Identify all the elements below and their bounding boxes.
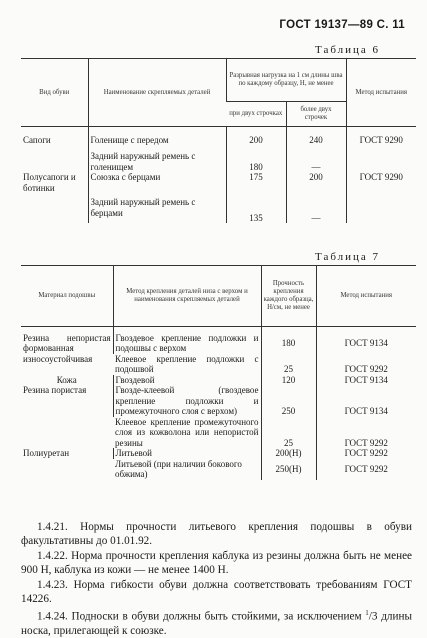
t7-cell: Полиуретан <box>23 448 70 458</box>
paragraph-1-4-23: 1.4.23. Норма гибкости обуви должна соответствовать требованиям ГОСТ 14226. <box>21 579 412 605</box>
t7-cell: Литьевой (при наличии бокового обжима) <box>115 458 242 479</box>
t7-cell: ГОСТ 9292 <box>316 448 416 459</box>
t7-cell: 120 <box>261 375 316 386</box>
paragraph-1-4-24 <box>21 606 412 638</box>
t7-cell: Резина пористая <box>23 385 87 395</box>
t7-cell: Клеевое крепление промежуточного слоя из кожволона или непористой резины <box>115 416 259 448</box>
t6-cell: ГОСТ 9290 <box>346 135 416 146</box>
t7-cell: 180 <box>261 333 316 354</box>
t7-cell: Гвоздe-клеевой (гвоздевое крепление подложки и промежуточного слоя с верхом) <box>113 385 261 417</box>
t6-cell: 135 <box>226 193 286 223</box>
t7-cell: Кожа <box>56 374 77 385</box>
t7-col-material: Материал подошвы <box>21 266 113 327</box>
t6-cell: Союзка с берцами <box>88 172 226 193</box>
t7-cell: 25 <box>261 354 316 375</box>
t7-cell: 250(Н) <box>261 459 316 480</box>
t6-col-more: более двух строчек <box>286 102 346 127</box>
paragraph-1-4-22: 1.4.22. Норма прочности крепления каблука из резины должна быть не менее 900 Н, каблука из кожи — не менее 1400 Н. <box>21 550 412 576</box>
t6-cell: Голенище с передом <box>88 135 226 146</box>
t7-cell: Гвоздевой <box>113 375 261 386</box>
t7-col-strength: Прочность крепления каждого образца, Н/см, не менее <box>261 266 316 327</box>
t6-col-parts: Наименование скрепляемых деталей <box>88 59 226 127</box>
table-6 <box>21 58 416 223</box>
t6-cell: 200 <box>286 172 346 193</box>
table-row <box>21 193 416 223</box>
table-row <box>21 333 416 354</box>
table-row <box>21 172 416 193</box>
t6-col-load: Разрывная нагрузка на 1 см длины шва по каждому образцу, Н, не менее <box>226 59 346 102</box>
t6-cell: 175 <box>226 172 286 193</box>
t6-col-shoe: Вид обуви <box>21 59 88 127</box>
t7-cell: ГОСТ 9134 <box>316 375 416 386</box>
t6-col-method: Метод испытания <box>346 59 416 127</box>
p4-text-end: /3 длины носка, прилегающей к союзке. <box>21 610 412 637</box>
t7-cell: 25 <box>261 417 316 449</box>
table-7 <box>21 265 416 480</box>
t6-cell: 240 <box>286 135 346 146</box>
paragraph-1-4-21: 1.4.21. Нормы прочности литьевого крепления подошвы в обуви факультативны до 01.01.92. <box>21 521 412 547</box>
t7-cell: 250 <box>261 385 316 417</box>
t6-cell: Задний наружный ремень с берцами <box>88 193 226 223</box>
t7-col-method: Метод крепления деталей низа с верхом и наименования скрепляемых деталей <box>113 266 261 327</box>
t6-col-two: при двух строчках <box>226 102 286 127</box>
t7-cell: Литьевой <box>113 448 261 459</box>
t7-cell: ГОСТ 9134 <box>316 333 416 354</box>
table-row <box>21 145 416 172</box>
table-row <box>21 375 416 386</box>
t6-cell: 180 <box>226 145 286 172</box>
t7-cell: 200(Н) <box>261 448 316 459</box>
t7-cell: Клеевое крепление подложки с подошвой <box>115 353 259 374</box>
t6-cell: — <box>286 193 346 223</box>
table-7-caption: Таблица 7 <box>315 251 381 263</box>
t7-col-test: Метод испытания <box>316 266 416 327</box>
t7-cell: ГОСТ 9134 <box>316 385 416 417</box>
t6-cell: — <box>286 145 346 172</box>
t7-cell: ГОСТ 9292 <box>316 417 416 449</box>
page-header: ГОСТ 19137—89 С. 11 <box>279 19 405 31</box>
table-row <box>21 385 416 417</box>
table-row <box>21 135 416 146</box>
p4-sup: 1 <box>365 609 369 617</box>
t7-cell: Резина непористая формованная износоустойчивая <box>23 332 111 364</box>
t6-cell: Сапоги <box>23 134 51 145</box>
t6-cell: 200 <box>226 135 286 146</box>
t6-cell: ГОСТ 9290 <box>346 172 416 193</box>
t7-cell: Гвоздевое крепление подложки и подошвы с верхом <box>113 333 261 354</box>
t6-cell: Полусапоги и ботинки <box>23 172 76 193</box>
t7-cell: ГОСТ 9292 <box>316 354 416 375</box>
table-row <box>21 448 416 459</box>
p4-text: 1.4.24. Подноски в обуви должны быть стойкими, за исключением <box>37 610 362 623</box>
table-6-caption: Таблица 6 <box>315 44 381 56</box>
t6-cell: Задний наружный ремень с голенищем <box>88 145 226 172</box>
t7-cell: ГОСТ 9292 <box>316 459 416 480</box>
